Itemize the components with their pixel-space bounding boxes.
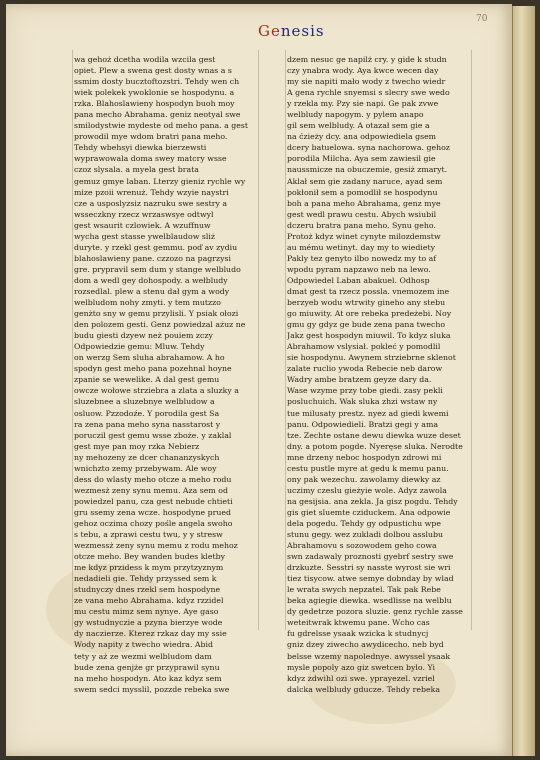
column-rule-mid-left — [258, 50, 259, 630]
text-line: owcze wołowe strziebra a zlata a sluzky a — [74, 386, 239, 396]
text-line: ssmim dosty bucztoftozstri. Tehdy wen ch — [74, 77, 240, 87]
text-line: otcze meho. Bey wanden budes kletby — [74, 552, 226, 562]
text-line: smilodystwie mydeste od meho pana. a gest — [74, 121, 248, 131]
text-line: dalcka welbludy gducze. Tehdy rebeka — [287, 684, 440, 694]
text-line: Abrahamow vslysiał. pokleć y pomodlil — [287, 342, 441, 352]
text-line: gis giet sluemte cziduckem. Ana odpowie — [287, 507, 451, 517]
text-line: welbludom nohy zmyti. y tem mutzzo — [74, 298, 221, 308]
text-line: Jakz gest hospodyn miuwil. To kdyz sluka — [287, 331, 451, 341]
text-line: welbludy napogym. y pylem anapo — [287, 110, 424, 120]
text-line: stunu gegy. wez zukladi dolbou asslubu — [287, 530, 443, 540]
text-line: gy wstudnyczie a pzyna bierzye wode — [74, 618, 223, 628]
text-line: panu. Odpowiedieli. Bratzi gegi y ama — [287, 419, 438, 429]
text-line: czy ynabra wody. Aya kwce wecen day — [287, 66, 439, 76]
text-line: mize pzoii wrenuż. Tehdy wzyie naystri — [74, 187, 229, 197]
text-line: kdyz zdwihl ozi swe. yprayezel. vzriel — [287, 673, 435, 683]
text-line: go miuwity. At ore rebeka predeżebi. Noy — [287, 309, 452, 319]
text-line: y rzekla my. Pzy sie napi. Ge pak zvwe — [287, 99, 439, 109]
text-line: tze. Zechte ostane dewu diewka wuze deset — [287, 430, 461, 440]
text-line: na meho hospodyn. Ato kaz kdyz sem — [74, 673, 222, 683]
text-line: mu cestu mimz sem nynye. Aye gaso — [74, 607, 219, 617]
text-line: Pakly tez genyto ilbo nowedz my to af — [287, 253, 437, 263]
text-line: na ćzieży dcy. ana odpowiediela gsem — [287, 132, 437, 142]
text-line: tety y aż ze wezmi welbludom dam — [74, 651, 212, 661]
text-line: dy naczierze. Kterez rzkaz day my ssie — [74, 629, 227, 639]
text-line: beka agiegie diewka. wsedlisse na welblu — [287, 596, 452, 606]
text-line: Wody napity z twecho wiedra. Abid — [74, 640, 214, 650]
text-line: s tebu, a zprawi cestu twu, y y stresw — [74, 530, 223, 540]
text-line: dom a wedl gey dohospody. a wełbludy — [74, 275, 228, 285]
text-line: ny mehozeny ze dcer chananzyskych — [74, 452, 220, 462]
folio-number: 70 — [476, 14, 488, 24]
text-line: mne drzeny neboc hospodyn zdrowi mi — [287, 452, 442, 462]
text-line: gil sem welbludy. A otazał sem gie a — [287, 121, 430, 131]
column-rule-right — [471, 50, 472, 630]
text-line: mysle popoly azo giz swetcen bylo. Yi — [287, 662, 435, 672]
text-line: Tehdy wbehsyi diewka bierzewsti — [74, 143, 207, 153]
text-line: sluzebnee a sluzebnye welbludow a — [74, 397, 215, 407]
running-title-initial: Ge — [258, 22, 281, 40]
text-line: Odpowiedzie gemu: Mluw. Tehdy — [74, 342, 205, 352]
text-line: naussmicze na obuczemie, gesiż zmaryt. — [287, 165, 448, 175]
page-edge — [512, 6, 535, 756]
text-line: gre. prypravil sem dum y stange welbludo — [74, 264, 241, 274]
text-line: gest wedl prawu cestu. Abych wsiubil — [287, 209, 437, 219]
text-line: gemuz gmye laban. Lterzy gieniz rychle wy — [74, 176, 246, 186]
text-line: Abrahamovu s sozowodem geho cowa — [287, 541, 437, 551]
text-line: cestu pustle myre at gedu k memu panu. — [287, 463, 449, 473]
text-line: zalate ruclio ywoda Rebecie neb darow — [287, 364, 443, 374]
text-line: powiedzel panu, cza gest nebude chtieti — [74, 496, 233, 506]
text-line: Aklał sem gie zadany naruce, ayad sem — [287, 176, 443, 186]
text-line: dela pogedu. Tehdy gy odpustichu wpe — [287, 518, 441, 528]
text-line: me kdyz przidess k mym przytzyznym — [74, 563, 224, 573]
text-line: na gesijsia. ana zekla. Ja gisz pogdu. Tehdy — [287, 496, 458, 506]
text-line: wiek polekek ywoklonie se hospodynu. a — [74, 88, 235, 98]
text-line: pokłonił sem a pomodlił se hospodynu — [287, 187, 438, 197]
text-line: wnichzto zemy przebywam. Ale woy — [74, 463, 217, 473]
text-line: on werzg Sem sluha abrahamow. A ho — [74, 353, 225, 363]
text-line: belsse wzemy napolednye. awyssel ysaak — [287, 651, 451, 661]
text-line: gmu gy gdyz ge bude zena pana twecho — [287, 320, 446, 330]
text-line: porodila Milcha. Aya sem zawiesil gie — [287, 154, 436, 164]
text-line: Protoż kdyz winet cynyte milozdemstw — [287, 231, 441, 241]
text-line: uczimy czeslu gieżyie wole. Adyz zawola — [287, 485, 447, 495]
text-line: dzem nesuc ge napilż cry. y gide k studn — [287, 55, 447, 64]
text-line: ony pak wezechu. zawolamy diewky az — [287, 474, 441, 484]
column-rule-left — [72, 50, 73, 630]
text-line: wyprawowala doma swey matcry wsse — [74, 154, 227, 164]
text-line: le wrata swych nepzatel. Tak pak Rebe — [287, 585, 441, 595]
text-line: spodyn gest meho pana pozehnal hoyne — [74, 364, 232, 374]
text-line: berzyeb wodu wtrwity gineho any stebu — [287, 298, 446, 308]
text-line: A gena rychle snyemsi s slecry swe wedo — [287, 88, 450, 98]
running-title-rest: nesis — [280, 22, 325, 40]
text-column-right — [287, 54, 469, 695]
text-line: wpodu pyram napzawo neb na lewo. — [287, 264, 431, 274]
text-line: swem sedci mysslil, pozzde rebeka swe — [74, 684, 230, 694]
text-column-left — [74, 54, 256, 695]
text-line: gniz dzey ziwecho awydicecho. neb byd — [287, 640, 444, 650]
text-line: gest wsaurit czlowiek. A wzuffnuw — [74, 220, 211, 230]
text-line: dcery batuelowa. syna nachorowa. gehoz — [287, 143, 450, 153]
text-line: swn zadawaly proznosti gyebrf sestry swe — [287, 552, 454, 562]
text-line: prowodil mye wdom bratri pana meho. — [74, 132, 228, 142]
text-line: poruczil gest gemu wsse zboże. y zaklal — [74, 430, 232, 440]
text-line: gru ssemy zena wcze. hospodyne prued — [74, 507, 231, 517]
text-line: bude zena genjże gr przyprawil synu — [74, 662, 220, 672]
text-line: wsseczkny rzecz wrzaswsye odtwyl — [74, 209, 214, 219]
text-line: wezmesż zeny synu memu. Aza sem od — [74, 485, 228, 495]
text-line: rzka. Blahoslawieny hospodyn buoh moy — [74, 99, 235, 109]
text-line: boh a pana meho Abrahama, genz mye — [287, 198, 441, 208]
text-line: wa gehoż dcetha wodila wzcila gest — [74, 55, 216, 64]
text-line: den polozem gesti. Genz powiedzal ażuz ne — [74, 320, 246, 330]
text-line: ze vana meho Abrahama. kdyz rzzidel — [74, 596, 224, 606]
text-line: dny. a potom pogde. Nyeręse sluka. Nerodte — [287, 441, 463, 451]
text-line: zpanie se wewelike. A dal gest gemu — [74, 375, 220, 385]
text-line: gest mye pan moy rzka Nebierz — [74, 441, 200, 451]
text-line: studnyczy dnes rzekl sem hospodyne — [74, 585, 221, 595]
text-line: osluow. Pzzodoźe. Y porodila gest Sa — [74, 408, 220, 418]
text-line: genżto sny w gemu przylisli. Y psiak ołozi — [74, 309, 239, 319]
text-line: dczeru bratra pana meho. Synu geho. — [287, 220, 436, 230]
text-line: dy gedetrze pozora sluzie. genz rychle zasse — [287, 607, 463, 617]
text-line: gehoz oczima chozy pośle angela swoho — [74, 518, 233, 528]
text-line: dess do wlasty meho otcze a meho rodu — [74, 474, 232, 484]
text-line: Wase wzyme przy tobe giedi. zasy pekli — [287, 386, 443, 396]
text-line: fu gdrelsse ysaak wzicka k studnycj — [287, 629, 429, 639]
text-line: ra zena pana meho syna nasstarost y — [74, 419, 221, 429]
text-line: nedadieli gie. Tehdy przyssed sem k — [74, 574, 217, 584]
text-line: posluchuich. Wak sluka zhzi wstaw ny — [287, 397, 438, 407]
text-line: budu giesti dzyew neż pouiem zczy — [74, 331, 213, 341]
text-line: sie hospodynu. Awynem strziebrne sklenot — [287, 353, 456, 363]
text-line: tiez tisycow. atwe semye dobnday by wlad — [287, 574, 454, 584]
text-line: duryte. y rzekl gest gemmu. poď av zydiu — [74, 242, 238, 252]
column-rule-mid-right — [285, 50, 286, 630]
text-line: wezmessż zeny synu memu z rodu mehoz — [74, 541, 238, 551]
text-line: drzkuzte. Sesstri sy nasste wyrost sie wri — [287, 563, 451, 573]
text-line: cze a usposlyzsiz nazruku swe sestry a — [74, 198, 228, 208]
text-line: blahoslawieny pane. czzozo na pagrzysi — [74, 253, 231, 263]
text-line: czoz slysala. a myela gest brata — [74, 165, 199, 175]
text-line: Wadry ambe bratzem geyze dary da. — [287, 375, 432, 385]
running-title — [258, 22, 325, 40]
text-line: pana mecho Abrahama. geniz neotyal swe — [74, 110, 241, 120]
text-line: wycha gest stasse ywelblaudow sliż — [74, 231, 215, 241]
text-line: tue milusaty prestz. nyez ad giedi kwemi — [287, 408, 449, 418]
text-line: dmat gest ta rzecz possla. vnemozem ine — [287, 286, 450, 296]
text-line: au mému wetinyt. day my to wiediety — [287, 242, 436, 252]
text-line: opiet. Plew a swena gest dosty wnas a s — [74, 66, 232, 76]
text-line: rozsedlal. plew a stenu dał gym a wody — [74, 286, 230, 296]
text-line: Odpowiedel Laban abakuel. Odhosp — [287, 275, 430, 285]
text-line: my sie napiti mało wody z twecho wiedr — [287, 77, 446, 87]
text-line: weteitwrak ktwemu pane. Wcho cas — [287, 618, 430, 628]
